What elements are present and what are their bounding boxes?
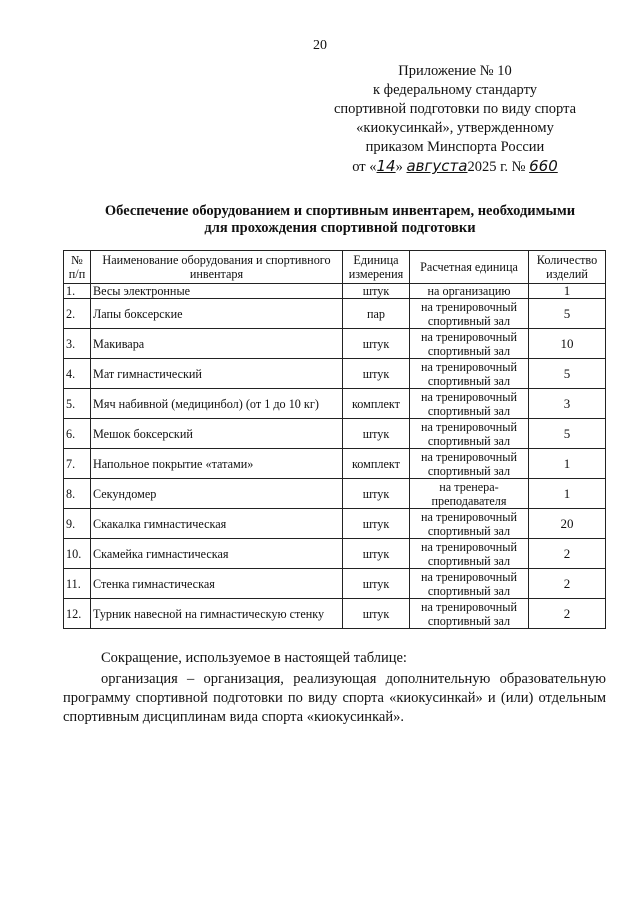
appendix-line: «киокусинкай», утвержденному <box>356 120 554 136</box>
cell-num: 1. <box>64 284 91 299</box>
cell-qty: 10 <box>529 329 606 359</box>
table-row <box>64 359 606 389</box>
cell-num: 2. <box>64 299 91 329</box>
cell-calc: на тренера-преподавателя <box>410 479 529 509</box>
cell-calc: на тренировочный спортивный зал <box>410 539 529 569</box>
table-row <box>64 539 606 569</box>
cell-num: 4. <box>64 359 91 389</box>
cell-name: Мат гимнастический <box>91 359 343 389</box>
cell-qty: 1 <box>529 449 606 479</box>
document-title <box>50 203 630 237</box>
cell-name: Лапы боксерские <box>91 299 343 329</box>
cell-qty: 1 <box>529 284 606 299</box>
cell-name: Турник навесной на гимнастическую стенку <box>91 599 343 629</box>
table-row <box>64 509 606 539</box>
date-mid: » <box>395 159 403 175</box>
header-unit: Единица измерения <box>343 251 410 284</box>
cell-qty: 1 <box>529 479 606 509</box>
cell-unit: штук <box>343 539 410 569</box>
cell-calc: на тренировочный спортивный зал <box>410 509 529 539</box>
header-num: № п/п <box>64 251 91 284</box>
handwritten-month: августа <box>406 157 468 175</box>
cell-unit: штук <box>343 284 410 299</box>
table-row <box>64 299 606 329</box>
cell-calc: на организацию <box>410 284 529 299</box>
cell-calc: на тренировочный спортивный зал <box>410 569 529 599</box>
cell-qty: 2 <box>529 539 606 569</box>
cell-unit: комплект <box>343 449 410 479</box>
appendix-line: к федеральному стандарту <box>373 82 537 98</box>
order-date-line <box>310 157 600 177</box>
cell-num: 7. <box>64 449 91 479</box>
cell-unit: штук <box>343 419 410 449</box>
appendix-block <box>310 62 600 177</box>
cell-num: 3. <box>64 329 91 359</box>
cell-name: Скакалка гимнастическая <box>91 509 343 539</box>
cell-qty: 5 <box>529 419 606 449</box>
cell-num: 9. <box>64 509 91 539</box>
footnote-text: организация – организация, реализующая дополнительную образовательную программу спортивной подготовки по виду спорта «киокусинкай» и (или) отдельным спортивным дисциплинам вида спорта «киокусинкай». <box>63 671 606 725</box>
cell-qty: 2 <box>529 569 606 599</box>
cell-name: Мешок боксерский <box>91 419 343 449</box>
cell-calc: на тренировочный спортивный зал <box>410 419 529 449</box>
table-row <box>64 479 606 509</box>
handwritten-day: 14 <box>376 157 396 175</box>
cell-calc: на тренировочный спортивный зал <box>410 299 529 329</box>
footnote-title: Сокращение, используемое в настоящей таблице: <box>101 650 407 666</box>
cell-unit: штук <box>343 509 410 539</box>
cell-calc: на тренировочный спортивный зал <box>410 449 529 479</box>
cell-calc: на тренировочный спортивный зал <box>410 389 529 419</box>
cell-num: 12. <box>64 599 91 629</box>
cell-calc: на тренировочный спортивный зал <box>410 329 529 359</box>
cell-unit: штук <box>343 359 410 389</box>
cell-qty: 2 <box>529 599 606 629</box>
cell-qty: 20 <box>529 509 606 539</box>
handwritten-order-number: 660 <box>529 157 558 175</box>
table-row <box>64 419 606 449</box>
page-number: 20 <box>313 38 327 53</box>
table-row <box>64 599 606 629</box>
cell-num: 10. <box>64 539 91 569</box>
cell-unit: штук <box>343 599 410 629</box>
appendix-line: спортивной подготовки по виду спорта <box>333 101 577 117</box>
cell-unit: штук <box>343 329 410 359</box>
cell-name: Весы электронные <box>91 284 343 299</box>
inventory-table <box>63 250 606 629</box>
header-calc: Расчетная единица <box>410 251 529 284</box>
cell-unit: штук <box>343 569 410 599</box>
header-name: Наименование оборудования и спортивного инвентаря <box>91 251 343 284</box>
cell-name: Секундомер <box>91 479 343 509</box>
cell-unit: пар <box>343 299 410 329</box>
appendix-line: приказом Минспорта России <box>365 139 545 155</box>
cell-name: Скамейка гимнастическая <box>91 539 343 569</box>
cell-qty: 5 <box>529 359 606 389</box>
cell-num: 11. <box>64 569 91 599</box>
appendix-line: Приложение № 10 <box>398 63 512 79</box>
year-text: 2025 г. № <box>467 159 526 175</box>
date-prefix: от « <box>352 159 377 175</box>
cell-unit: комплект <box>343 389 410 419</box>
table-row <box>64 389 606 419</box>
cell-num: 5. <box>64 389 91 419</box>
cell-name: Стенка гимнастическая <box>91 569 343 599</box>
table-row <box>64 329 606 359</box>
cell-num: 6. <box>64 419 91 449</box>
cell-unit: штук <box>343 479 410 509</box>
cell-calc: на тренировочный спортивный зал <box>410 599 529 629</box>
table-header-row <box>64 251 606 284</box>
cell-qty: 3 <box>529 389 606 419</box>
table-row <box>64 449 606 479</box>
table-row <box>64 284 606 299</box>
table-row <box>64 569 606 599</box>
cell-name: Мяч набивной (медицинбол) (от 1 до 10 кг) <box>91 389 343 419</box>
title-line: для прохождения спортивной подготовки <box>204 220 476 236</box>
cell-name: Макивара <box>91 329 343 359</box>
header-qty: Количество изделий <box>529 251 606 284</box>
cell-qty: 5 <box>529 299 606 329</box>
cell-calc: на тренировочный спортивный зал <box>410 359 529 389</box>
title-line: Обеспечение оборудованием и спортивным инвентарем, необходимыми <box>104 203 576 219</box>
cell-num: 8. <box>64 479 91 509</box>
cell-name: Напольное покрытие «татами» <box>91 449 343 479</box>
